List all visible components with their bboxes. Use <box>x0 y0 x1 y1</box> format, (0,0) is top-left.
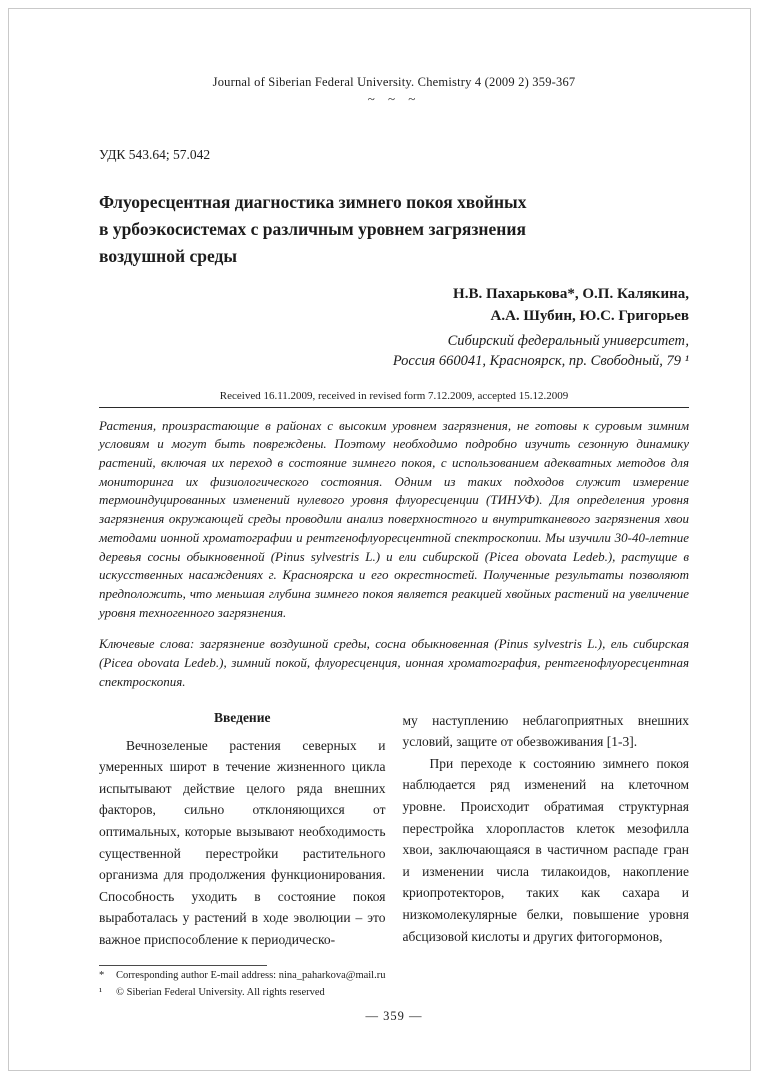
affiliation-line-1: Сибирский федеральный университет, <box>447 332 689 349</box>
right-column <box>403 710 690 948</box>
body-paragraph: При переходе к состоянию зимнего покоя наблюдается ряд изменений на клеточном уровне. Происходит обратимая структурная перестройка хлоропластов клеток мезофилла хвои, заключающаяся в частичном распаде гран и изменении числа тилакоидов, накопление криопротекторов, таких как сахара и низкомолекулярные белки, повышение уровня абсцизовой кислоты и других фитогормонов, <box>402 755 689 944</box>
author-line-2: А.А. Шубин, Ю.С. Григорьев <box>490 307 689 324</box>
author-line-1: Н.В. Пахарькова*, О.П. Калякина, <box>453 286 689 303</box>
title-line-1: Флуоресцентная диагностика зимнего покоя хвойных <box>99 192 527 212</box>
affiliation-block <box>99 331 689 372</box>
page-number: — 359 — <box>365 1008 423 1023</box>
title-line-3: воздушной среды <box>99 246 238 267</box>
received-dates: Received 16.11.2009, received in revised form 7.12.2009, accepted 15.12.2009 <box>219 389 569 402</box>
authors-block <box>99 284 689 327</box>
footnote-rule <box>99 965 267 966</box>
left-column <box>99 710 386 951</box>
footnote-text: © Siberian Federal University. All rights reserved <box>116 986 325 998</box>
footnote-copyright <box>99 986 689 1000</box>
title-line-2: в урбоэкосистемах с различным уровнем загрязнения <box>99 219 526 240</box>
divider-rule <box>99 407 689 408</box>
footnote-text: Corresponding author E-mail address: nina_paharkova@mail.ru <box>116 969 386 981</box>
affiliation-line-2: Россия 660041, Красноярск, пр. Свободный, 79 ¹ <box>392 353 689 370</box>
footnote-marker: ¹ <box>99 986 103 998</box>
journal-header: Journal of Siberian Federal University. Chemistry 4 (2009 2) 359-367 <box>212 75 576 89</box>
udk-code: УДК 543.64; 57.042 <box>99 147 211 162</box>
keywords-paragraph: Ключевые слова: загрязнение воздушной среды, сосна обыкновенная (Pinus sylvestris L.), ель сибирская (Picea obovata Ledeb.), зимний покой, флуоресценция, ионная хроматография, рентгенофлуоресцентная спектроскопия. <box>99 636 689 689</box>
article-title <box>99 189 689 270</box>
footnote-corresponding-author <box>99 969 689 983</box>
body-paragraph: Вечнозеленые растения северных и умеренных широт в течение жизненного цикла испытывают действие целого ряда внешних факторов, сильно отклоняющихся от оптимальных, которые вызывают необходимость существенной перестройки растительного организма для продолжения функционирования. Способность уходить в состояние покоя выработалась у растений в ходе эволюции – это важное приспособление к периодическо- <box>99 737 386 947</box>
abstract-paragraph: Растения, произрастающие в районах с высоким уровнем загрязнения, не готовы к суровым зимним условиям и могут быть повреждены. Поэтому необходимо подробно изучить сезонную динамику растений, включая их переход в состояние зимнего покоя, с использованием адекватных методов для мониторинга их физиологического состояния. Одним из таких подходов служит измерение термоиндуцированных изменений нулевого уровня флуоресценции (ТИНУФ). Для определения уровня загрязнения окружающей среды проводили анализ поверхностного и внутритканевого загрязнения хвои методами ионной хроматографии и рентгенофлуоресцентной спектроскопии. Мы изучили 30-40-летние деревья сосны обыкновенной (Pinus sylvestris L.) и ели сибирской (Picea obovata Ledeb.), растущие в искусственных насаждениях г. Красноярска и его окрестностей. Полученные результаты позволяют предположить, что меньшая глубина зимнего покоя является реакцией хвойных растений на увеличение уровня техногенного загрязнения. <box>99 417 689 620</box>
section-heading-introduction: Введение <box>214 709 271 725</box>
paper-page <box>8 8 751 1071</box>
footnote-marker: * <box>99 969 105 981</box>
two-column-body <box>99 710 689 951</box>
body-paragraph: му наступлению неблагоприятных внешних условий, защите от обезвоживания [1-3]. <box>402 712 689 750</box>
tilde-separator: ~ ~ ~ <box>367 91 421 106</box>
page-content <box>99 75 689 1024</box>
